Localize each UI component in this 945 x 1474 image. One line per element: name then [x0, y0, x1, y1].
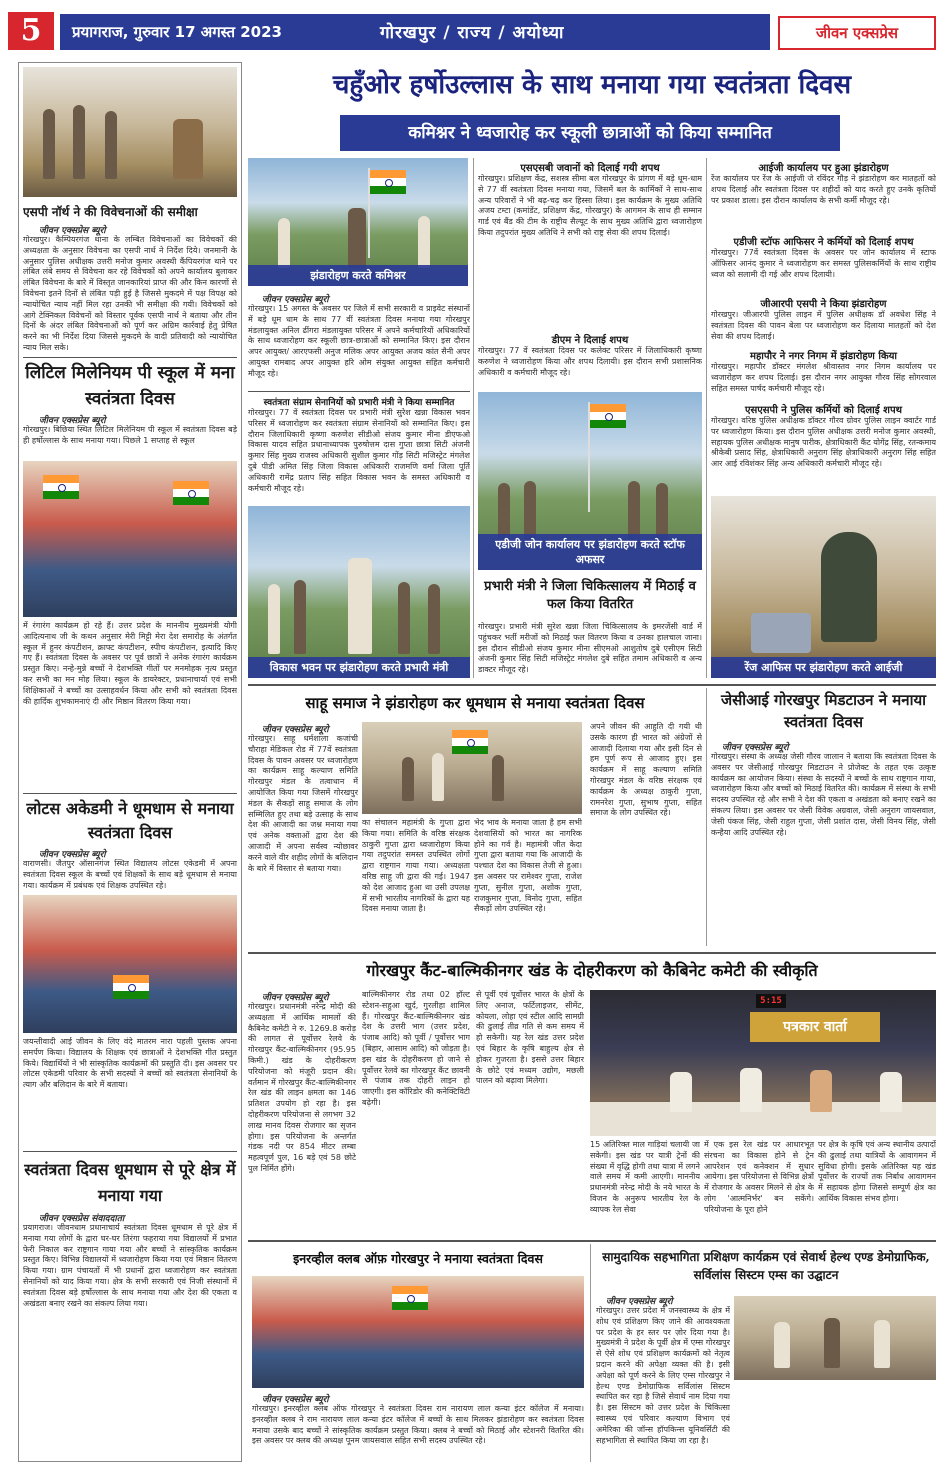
- sub-headline: कमिश्नर ने ध्वजारोह कर स्कूली छात्राओं को किया सम्मानित: [340, 115, 840, 151]
- sahu-col3: भेद भाव के मनाया जाता है हम सभी देशवासियों को भारत का नागरिक होने का गर्व है। महामंत्री जीत केदा गुप्ता द्वारा बताया गया कि आजादी के पश्चात देश का विकास तेजी से हुआ। इस अवसर पर रामेश्वर गुप्ता, राजेश गुप्ता, सुनील गुप्ता, अशोक गुप्ता, राजकुमार गुप्ता, विनोद गुप्ता, सहित सैकड़ों लोग उपस्थित रहे।: [474, 818, 582, 914]
- right-news-stack: [711, 160, 936, 490]
- minister-photo-caption: विकास भवन पर झंडारोहण करते प्रभारी मंत्री: [248, 657, 470, 678]
- ig-photo-caption: रेंज आफिस पर झंडारोहण करते आईजी: [711, 657, 936, 678]
- jci-byline: जीवन एक्सप्रेस ब्यूरो: [722, 743, 789, 753]
- minister-headline: स्वतंत्रता संग्राम सेनानियों को प्रभारी मंत्री ने किया सम्मानित: [263, 398, 455, 408]
- region-headline: स्वतंत्रता दिवस धूमधाम से पूरे क्षेत्र में मनाया गया: [24, 1160, 236, 1205]
- commissioner-byline: जीवन एक्सप्रेस ब्यूरो: [262, 295, 329, 305]
- railway-col3: से पूर्वी एवं पूर्वोत्तर भारत के क्षेत्रों के लिए अनाज, फर्टिलाइजर, सीमेंट, कोयला, लोहा एवं स्टील आदि सामग्री की ढुलाई तीव्र गति से कम समय में हो सकेगी। यह रेल खंड उत्तर प्रदेश एवं बिहार के कृषि बाहुल्य क्षेत्र से होकर गुजरता है। इससे उत्तर बिहार के छोटे एवं मध्यम उद्योग, मछली पालन को बढ़ावा मिलेगा।: [476, 990, 584, 1086]
- commissioner-photo-caption: झंडारोहण करते कमिश्नर: [248, 265, 468, 286]
- ig-photo: [711, 496, 936, 678]
- sahu-photo: [362, 722, 582, 814]
- ig-headline: आईजी कार्यालय पर हुआ झंडारोहण: [758, 163, 889, 174]
- ssp-headline: एसएसपी ने पुलिस कर्मियों को दिलाई शपथ: [744, 405, 903, 416]
- sahu-headline: साहू समाज ने झंडारोहण कर धूमधाम से मनाया स्वतंत्रता दिवस: [305, 694, 645, 712]
- sp-north-photo: [23, 67, 237, 197]
- health-headline: सामुदायिक सहभागिता प्रशिक्षण कार्यक्रम एवं सेवार्थ हेल्थ एण्ड डेमोग्राफिक, सर्विलांस सिस्टम एम्स का उद्घाटन: [602, 1250, 930, 1282]
- little-millennium-byline: जीवन एक्सप्रेस ब्यूरो: [39, 416, 106, 426]
- brand-logo: जीवन एक्सप्रेस: [778, 16, 936, 50]
- sahu-byline: जीवन एक्सप्रेस ब्यूरो: [262, 725, 329, 735]
- left-column: [18, 62, 242, 1462]
- lotus-body: जयन्तीवादी आई जीवन के लिए वंदे मातरम नारा पहली पुस्तक अपना समर्पण किया। विद्यालय के शिक्षक एवं छात्राओं ने देशभक्ति गीत प्रस्तुत किये। विद्यार्थियों ने भी सांस्कृतिक कार्यक्रमों की प्रस्तुति दी। इस अवसर पर लोटस एकेडमी परिवार के सभी सदस्यों ने बच्चों को स्वतंत्रता सेनानियों के त्याग और बलिदान के बारे में बताया।: [23, 1037, 237, 1090]
- little-millennium-headline: लिटिल मिलेनियम पी स्कूल में मना स्वतंत्रता दिवस: [25, 363, 235, 409]
- ssp-body: गोरखपुर। वरिष्ठ पुलिस अधीक्षक डॉक्टर गौरव ग्रोवर पुलिस लाइन क्वार्टर गार्ड पर ध्वजारोहण किया। इस दौरान पुलिस अधीक्षक उत्तरी मनोज कुमार अवस्थी, सहायक पुलिस अधीक्षक मानुष पारीक, क्षेत्राधिकारी कैंट योगेंद्र सिंह, रतन्कमाय श्रीकेबी प्रसाद सिंह, क्षेत्राधिकारी अनुराग सिंह क्षेत्राधिकारी अनुराग सिंह सहित आर आई रविशंकर सिंह अन्य अधिकारी कर्मचारी मौजूद रहे।: [711, 416, 936, 469]
- adg-staff-headline: एडीजी स्टॉफ आफिसर ने कर्मियों को दिलाई शपथ: [733, 237, 914, 248]
- sahu-col4: अपने जीवन की आहुति दी गयी थी उसके कारण ही भारत को अंग्रेजों से आजादी दिलाया गया और इसी दिन से हम पूर्ण रूप से आजाद हुए। इस कार्यक्रम में साहू कल्याण समिति गोरखपुर मंडल के वरिष्ठ संरक्षक एवं कार्यक्रम के अध्यक्ष ठाकुरी गुप्ता, रामनरेश गुप्ता, सुभाष गुप्ता, सहित समाज के लोग उपस्थित रहे।: [590, 722, 702, 818]
- masthead: [0, 0, 945, 60]
- section-title: गोरखपुर / राज्य / अयोध्या: [380, 23, 565, 43]
- press-conference-photo: [590, 990, 936, 1136]
- adg-photo-caption: एडीजी जोन कार्यालय पर झंडारोहण करते स्टॉफ अफसर: [478, 534, 702, 570]
- innerwheel-body: गोरखपुर। इनरव्हील क्लब ऑफ गोरखपुर ने स्वतंत्रता दिवस राम नारायण लाल कन्या इंटर कॉलेज में मनाया। इनरव्हील क्लब ने राम नारायण लाल कन्या इंटर कॉलेज में बच्चों के साथ मिलकर झंडारोहण कर स्वतंत्रता दिवस मनाया उसके बाद बच्चों ने सांस्कृतिक कार्यक्रम प्रस्तुत किया। क्लब ने बच्चों को मिठाई और स्टेशनरी वितरित की। इस अवसर पर क्लब की अध्यक्ष पूनम जायसवाल सहित सभी सदस्य उपस्थित रहे।: [252, 1404, 584, 1446]
- sp-north-body: गोरखपुर। कैम्पियरगंज थाना के लम्बित विवेचनाओं का विवेचकों की अध्यक्षता के अनुसार विवेचना का एसपी नार्थ ने निर्देश दिये। जनमानी के अनुसार पुलिस अधीक्षक उत्तरी मनोज कुमार अवस्थी कैंपियरगंज थाने पर लंबित लंबे समय से विवेचना कर रहे विवेचकों को अपने कार्यालय बुलाकर लंबित विवेचना के बारे में विस्तृत जानकारियां प्राप्त की और किन कारणों से विवेचना इतने दिनों से लंबित पड़ी हुई है जिससे मुकदमे में पक्ष विपक्ष को न्यायोचित न्याय नहीं मिल रहा उनकी भी समीक्षा की गयी। विवेचकों को आगे टेक्निकल विवेचनों को विस्तार पूर्वक एसपी नार्थ ने बताया और तीन दिनों के अंदर लंबित विवेचनाओं को पूर्ण कर अग्रिम कार्रवाई हेतु प्रेषित करने का भी निर्देश दिया जिससे मुकदमे के वादी प्रतिवादी को न्यायोचित न्याय मिल सके।: [23, 235, 237, 352]
- edition-date: प्रयागराज, गुरुवार 17 अगस्त 2023: [72, 23, 282, 41]
- ig-body: रेंज कार्यालय पर रेंज के आईजी जे रविंदर गौड़ ने झंडारोहण कर मातहतों को शपथ दिलाई और स्वतंत्रता दिवस पर शहीदों को याद करते हुए उनके कृतियों पर प्रकाश डाला। इस दौरान कार्यालय के सभी कर्मी मौजूद रहे।: [711, 174, 936, 205]
- sahu-col2: का संचालन महामंत्री के गुप्ता द्वारा किया गया। समिति के वरिष्ठ संरक्षक ठाकुरी गुप्ता द्वारा ध्वजारोहण किया गया तदुपरांत समस्त उपस्थित लोगों द्वारा राष्ट्रगान गाया गया। अध्यक्षता वरिष्ठ साहू जी द्वारा की गई। 1947 को देश आजाद हुआ था उसी उपलक्ष में सभी भारतीय नागरिकों के द्वारा यह दिवस मनाया जाता है।: [362, 818, 470, 914]
- lotus-byline: जीवन एक्सप्रेस ब्यूरो: [39, 850, 106, 860]
- railway-col5: में एक इस रेल खंड पर आधारभूत संरचना का विकास होने से ट्रेन आपरेशन एवं कनेक्शन में सुधार आयेगा। इस परियोजना से विभिन्न क्षेत्रों में रोजगार के अवसर मिलने से क्षेत्र के लोग 'आत्मनिर्भर' बन सकेंगे। परियोजना के पूरा होने: [704, 1140, 814, 1214]
- health-body: गोरखपुर। उत्तर प्रदेश में जनस्वास्थ्य के क्षेत्र में शोध एवं प्रशिक्षण किए जाने की आवश्यकता पर प्रदेश के हर स्तर पर ज़ोर दिया गया है। मुख्यमंत्री ने प्रदेश के पूर्वी क्षेत्र में एम्स गोरखपुर से ऐसे शोध एवं प्रशिक्षण कार्यक्रमों को नेतृत्व प्रदान करने की अपेक्षा व्यक्त की है। इसी अपेक्षा को पूर्ण करने के लिए एम्स गोरखपुर ने हेल्थ एण्ड डेमोग्राफिक सर्विलांस सिस्टम स्थापित कर रहा है जिसे सेवार्थ नाम दिया गया है। इस सिस्टम को उत्तर प्रदेश के चिकित्सा स्वास्थ्य एवं परिवार कल्याण विभाग एवं अमेरिका की जॉन्स हॉपकिन्स यूनिवर्सिटी की सहभागिता से स्थापित किया जा रहा है।: [596, 1306, 730, 1445]
- health-byline: जीवन एक्सप्रेस ब्यूरो: [606, 1297, 673, 1307]
- region-byline: जीवन एक्सप्रेस संवाददाता: [39, 1214, 125, 1224]
- railway-headline-strip: [248, 956, 936, 986]
- hospital-body: गोरखपुर। प्रभारी मंत्री सुरेश खन्ना जिला चिकित्सालय के इमरजेंसी वार्ड में पहुंचकर भर्ती मरीजों को मिठाई फल वितरण किया व उनका हालचाल जाना। इस दौरान सीडीओ संजय कुमार मीना सीएमओ आशुतोष दुबे एसीएम सिटी अंजनी कुमार सिंह सिटी मजिस्ट्रेट मंगलेश दुबे सहित तमाम अधिकारी व अन्य डाक्टर मौजूद रहे।: [478, 622, 702, 675]
- sahu-col1: गोरखपुर। साहू धर्मशाला कजांची चौराहा मेडिकल रोड में 77वें स्वतंत्रता दिवस के पावन अवसर पर ध्वजारोहण का कार्यक्रम साहू कल्याण समिति गोरखपुर मंडल के तत्वाधान में आयोजित किया गया जिसमें गोरखपुर मंडल के सैकड़ों साहू समाज के लोग सम्मिलित हुए तथा बड़े उत्साह के साथ देश की आजादी का जश्न मनाया गया एवं अनेक वक्ताओं द्वारा देश की आजादी में अपना सर्वस्व न्योछावर करने वाले वीर शहीद लोगों के बलिदान के बारे में विस्तार से बताया गया।: [248, 734, 358, 873]
- dm-body: गोरखपुर। 77 वें स्वतंत्रता दिवस पर कलेक्ट परिसर में जिलाधिकारी कृष्णा करुणेश ने ध्वजारोहण किया और शपथ दिलायी। इस दौरान सभी प्रशासनिक अधिकारी व कर्मचारी मौजूद रहे।: [478, 346, 702, 377]
- little-millennium-body: में रंगारंग कार्यक्रम हो रहे हैं। उत्तर प्रदेश के माननीय मुख्यमंत्री योगी आदित्यनाथ जी के कथन अनुसार मेरी मिट्टी मेरा देश समारोह के अंतर्गत स्कूल में हुनर कंपटीशन, क्राफ्ट कंपटीशन, स्पीच कंपटीशन, इत्यादि किए गए हैं। स्वतंत्रता दिवस के अवसर पर पूर्व छात्रों ने अनेक रंगारंग कार्यक्रम प्रस्तुत किए। नन्हे-मुन्ने बच्चों ने देशभक्ति गीतों पर मनमोहक नृत्य प्रस्तुत कर सभी का मन मोह लिया। स्कूल के डायरेक्टर, प्रधानाचार्या एवं सभी शिक्षिकाओं ने बच्चों का उत्साहवर्धन किया और सभी को स्वतंत्रता दिवस की हार्दिक शुभकामनाएं दी और मिष्ठान वितरण किया गया।: [23, 621, 237, 706]
- mayor-body: गोरखपुर। महापौर डॉक्टर मंगलेश श्रीवास्तव नगर निगम कार्यालय पर ध्वजारोहण कर शपथ दिलाई। इस दौरान नगर आयुक्त गौरव सिंह सोगरवाल सहित समस्त पार्षद कर्मचारी मौजूद रहे।: [711, 362, 936, 393]
- grp-sp-headline: जीआरपी एसपी ने किया झंडारोहण: [760, 299, 887, 310]
- press-clock: 5:15: [756, 994, 786, 1008]
- minister-photo: [248, 506, 470, 678]
- main-banner: [248, 62, 936, 108]
- ssb-headline: एसएसबी जवानों को दिलाई गयी शपथ: [520, 163, 660, 174]
- mayor-headline: महापौर ने नगर निगम में झंडारोहण किया: [749, 351, 898, 362]
- adg-photo: [478, 392, 702, 570]
- sp-north-byline: जीवन एक्सप्रेस ब्यूरो: [39, 226, 106, 236]
- commissioner-photo: [248, 158, 468, 286]
- sahu-headline-strip: [248, 688, 702, 718]
- railway-col6: पर क्षेत्र के कृषि एवं अन्य स्थानीय उत्पादों की ढुलाई तथा यात्रियों के आवागमन में सुविधा होगी। इसके अतिरिक्त यह खंड पूर्वोत्तर के राज्यों तक निर्बाध आवागमन में सहायक होगा जिससे सम्पूर्ण क्षेत्र का आर्थिक विकास संभव होगा।: [818, 1140, 936, 1203]
- railway-byline: जीवन एक्सप्रेस ब्यूरो: [262, 993, 329, 1003]
- press-banner: पत्रकार वार्ता: [750, 1012, 880, 1042]
- lotus-photo: [23, 895, 237, 1033]
- little-millennium-photo: [23, 461, 237, 617]
- adg-staff-body: गोरखपुर। 77वें स्वतंत्रता दिवस के अवसर पर जोन कार्यालय में स्टाफ ऑफिसर आनंद कुमार ने ध्वजारोहण कर समस्त पुलिसकर्मियों के साथ राष्ट्रीय ध्वज को सलामी दी गई और शपथ दिलायी।: [711, 248, 936, 279]
- sp-north-headline: एसपी नॉर्थ ने की विवेचनाओं की समीक्षा: [23, 205, 198, 219]
- innerwheel-byline: जीवन एक्सप्रेस ब्यूरो: [262, 1395, 329, 1405]
- railway-col4: 15 अतिरिक्त माल गाड़ियां चलायी जा सकेगी। इस खंड पर यात्री ट्रेनों की संख्या में वृद्धि होगी तथा यात्रा में लगने वाले समय में कमी आएगी। माननीय प्रधानमंत्री नरेन्द्र मोदी के नये भारत के विजन के अनुरूप भारतीय रेल के व्यापक रेल सेवा: [590, 1140, 700, 1214]
- jci-body: गोरखपुर। संस्था के अध्यक्ष जेसी गौरव जालान ने बताया कि स्वतंत्रता दिवस के अवसर पर जेसीआई गोरखपुर मिडटाउन ने प्रोजेक्ट के तहत एक उत्कृष्ट कार्यक्रम का आयोजन किया। संस्था के सदस्यों ने बच्चों के साथ राष्ट्रगान गाया, ध्वजारोहण किया और बच्चों को मिठाई वितरित की। कार्यक्रम में संस्था के सभी सदस्य उपस्थित रहे और सभी ने देश की एकता व अखंडता को बनाए रखने का संकल्प लिया। इस अवसर पर जेसी विवेक अग्रवाल, जेसी अनुराग जायसवाल, जेसी पंकज सिंह, जेसी राहुल गुप्ता, जेसी प्रशांत दास, जेसी विनय सिंह, जेसी कन्हैया आदि उपस्थित रहे।: [711, 752, 936, 837]
- minister-body: गोरखपुर। 77 वें स्वतंत्रता दिवस पर प्रभारी मंत्री सुरेश खन्ना विकास भवन परिसर में ध्वजारोहण कर स्वतंत्रता संग्राम सेनानियों को सम्मानित किए। इस दौरान जिलाधिकारी कृष्णा करुणेश सीडीओ संजय कुमार मीना डीएफओ विकास यादव सहित प्रधानाध्यापक पुरुषोत्तम दास गुप्ता छात्रा सिटी अंजनी कुमार सिंह मुख्य राजस्व अधिकारी सुशील कुमार गोंड़ सिटी मजिस्ट्रेट मंगलेश दुबे पीडी अमित सिंह जिला विकास अधिकारी राजमणि वर्मा जिला पूर्ति अधिकारी रामेंद्र प्रताप सिंह सहित विकास भवन के समस्त अधिकारी व कर्मचारी मौजूद रहे।: [248, 408, 470, 493]
- grp-sp-body: गोरखपुर। जीआरपी पुलिस लाइन में पुलिस अधीक्षक डॉ अवधेश सिंह ने स्वतंत्रता दिवस की पावन बेला पर ध्वजारोहण कर दिलाया मातहतों को देश सेवा की शपथ दिलाई।: [711, 310, 936, 341]
- ssb-body: गोरखपुर। प्रशिक्षण केंद्र, सशस्त्र सीमा बल गोरखपुर के प्रांगण में बड़े धूम-धाम से 77 वीं स्वतंत्रता दिवस मनाया गया, जिसमें बल के कार्मिकों ने साथ-साथ अन्य परिवारों ने भी बढ़-चढ़ कर हिस्सा लिया। इस कार्यक्रम के मुख्य अतिथि अजय टम्टा (कमांडेंट, प्रशिक्षण केंद्र, गोरखपुर) के आगमन के साथ ही सम्मान गार्ड एवं बैंड की टीम के राष्ट्रीय सैल्यूट के साथ मुख्य अतिथि द्वारा ध्वजारोहण किया तदुपरांत मुख्य अतिथि ने सभी को राष्ट्र सेवा की शपथ दिलाई।: [478, 174, 702, 237]
- page-number: 5: [8, 12, 54, 50]
- innerwheel-headline: इनरव्हील क्लब ऑफ़ गोरखपुर ने मनाया स्वतंत्रता दिवस: [293, 1251, 543, 1266]
- region-body: प्रयागराज। जीवनधाम प्रधानाचार्य स्वतंत्रता दिवस धूमधाम से पूरे क्षेत्र में मनाया गया लोगों के द्वारा घर-घर तिरंगा फहराया गया विद्यालयों में प्रभात फेरी निकाल कर राष्ट्रगान गाया गया और बच्चों ने सांस्कृतिक कार्यक्रम प्रस्तुत किए। विभिन्न विद्यालयों में ध्वजारोहण किया गया एवं मिष्ठान वितरण किया गया। ग्राम पंचायतों में भी प्रधानों द्वारा ध्वजारोहण कर स्वतंत्रता सेनानियों को याद किया गया। क्षेत्र के सभी सरकारी एवं निजी संस्थानों में स्वतंत्रता दिवस बड़े हर्षोल्लास के साथ मनाया गया और देश की एकता व अखंडता बनाए रखने का संकल्प लिया गया।: [23, 1223, 237, 1308]
- health-photo: [734, 1296, 936, 1380]
- lotus-intro: वाराणसी। जैतपुर ऑसानगंज स्थित विद्यालय लोटस एकेडमी में अपना स्वतंत्रता दिवस स्कूल के बच्चों एवं शिक्षकों के साथ बड़े धूमधाम से मनाया गया। कार्यक्रम में प्रबंधक एवं शिक्षक उपस्थित रहे।: [23, 859, 237, 890]
- railway-col1: गोरखपुर। प्रधानमंत्री नरेन्द्र मोदी की अध्यक्षता में आर्थिक मामलों की कैबिनेट कमेटी ने रु. 1269.8 करोड़ की लागत से पूर्वोत्तर रेलवे के गोरखपुर कैंट-बाल्मिकीनगर (95.95 किमी.) खंड के दोहरीकरण परियोजना को मंजूरी प्रदान की। वर्तमान में गोरखपुर कैंट-बाल्मिकीनगर रेल खंड की लाइन क्षमता का 146 प्रतिशत उपयोग हो रहा है। इस दोहरीकरण परियोजना से लगभग 32 लाख मानव दिवस रोजगार का सृजन होगा। इस परियोजना के अन्तर्गत गंडक नदी पर 854 मीटर लम्बा महत्वपूर्ण पुल, 16 बड़े एवं 58 छोटे पुल निर्मित होंगे।: [248, 1002, 356, 1173]
- hospital-headline: प्रभारी मंत्री ने जिला चिकित्सालय में मिठाई व फल किया वितरित: [484, 579, 696, 613]
- lotus-headline: लोटस अकेडमी ने धूमधाम से मनाया स्वतंत्रता दिवस: [26, 799, 234, 842]
- commissioner-body: गोरखपुर। 15 अगस्त के अवसर पर जिले में सभी सरकारी व प्राइवेट संस्थानों में बड़े धूम धाम के साथ 77 वीं स्वतंत्रता दिवस मनाया गया गोरखपुर मंडलायुक्त अनिल ढींगरा मंडलायुक्त परिसर में अपने कर्मचारियों अधिकारियों के साथ ध्वजारोहण कर स्कूली छात्र-छात्राओं को सम्मानित किए। इस दौरान अपर आयुक्त/ आरएफसी अनुज मलिक अपर आयुक्त अजय कांत सैनी अपर आयुक्त रामबाद अपर आयुक्त हरि ओम संयुक्त आयुक्त सहित कर्मचारी मौजूद रहे।: [248, 304, 470, 378]
- innerwheel-photo: [252, 1276, 584, 1388]
- little-millennium-intro: गोरखपुर। बिछिया स्थित लिटिल मिलेनियम पी स्कूल में स्वतंत्रता दिवस बड़े ही हर्षोल्लास के साथ मनाया गया। पिछले 1 सप्ताह से स्कूल: [23, 425, 237, 445]
- railway-headline: गोरखपुर कैंट-बाल्मिकीनगर खंड के दोहरीकरण को कैबिनेट कमेटी की स्वीकृति: [366, 961, 818, 980]
- jci-headline: जेसीआई गोरखपुर मिडटाउन ने मनाया स्वतंत्रता दिवस: [720, 691, 927, 731]
- dm-headline: डीएम ने दिलाई शपथ: [551, 335, 629, 346]
- innerwheel-headline-strip: [248, 1244, 588, 1274]
- main-headline: चहुँओर हर्षोउल्लास के साथ मनाया गया स्वतंत्रता दिवस: [332, 70, 852, 100]
- railway-col2: बाल्मिकीनगर रोड तथा 02 हॉल्ट स्टेशन-सहुआ खुर्द, गुरलीहा शामिल हैं। गोरखपुर कैंट-बाल्मिकीनगर खंड देश के उत्तरी भाग (उत्तर प्रदेश, पंजाब आदि) को पूर्वी / पूर्वोत्तर भाग (बिहार, आसाम आदि) को जोड़ता है। इस खंड के दोहरीकरण हो जाने से पूर्वोत्तर रेलवे का गोरखपुर कैंट छावनी से पंजाब तक दोहरी लाइन हो जाएगी। इस कॉरिडोर की कनेक्टिविटी बढ़ेगी।: [362, 990, 470, 1107]
